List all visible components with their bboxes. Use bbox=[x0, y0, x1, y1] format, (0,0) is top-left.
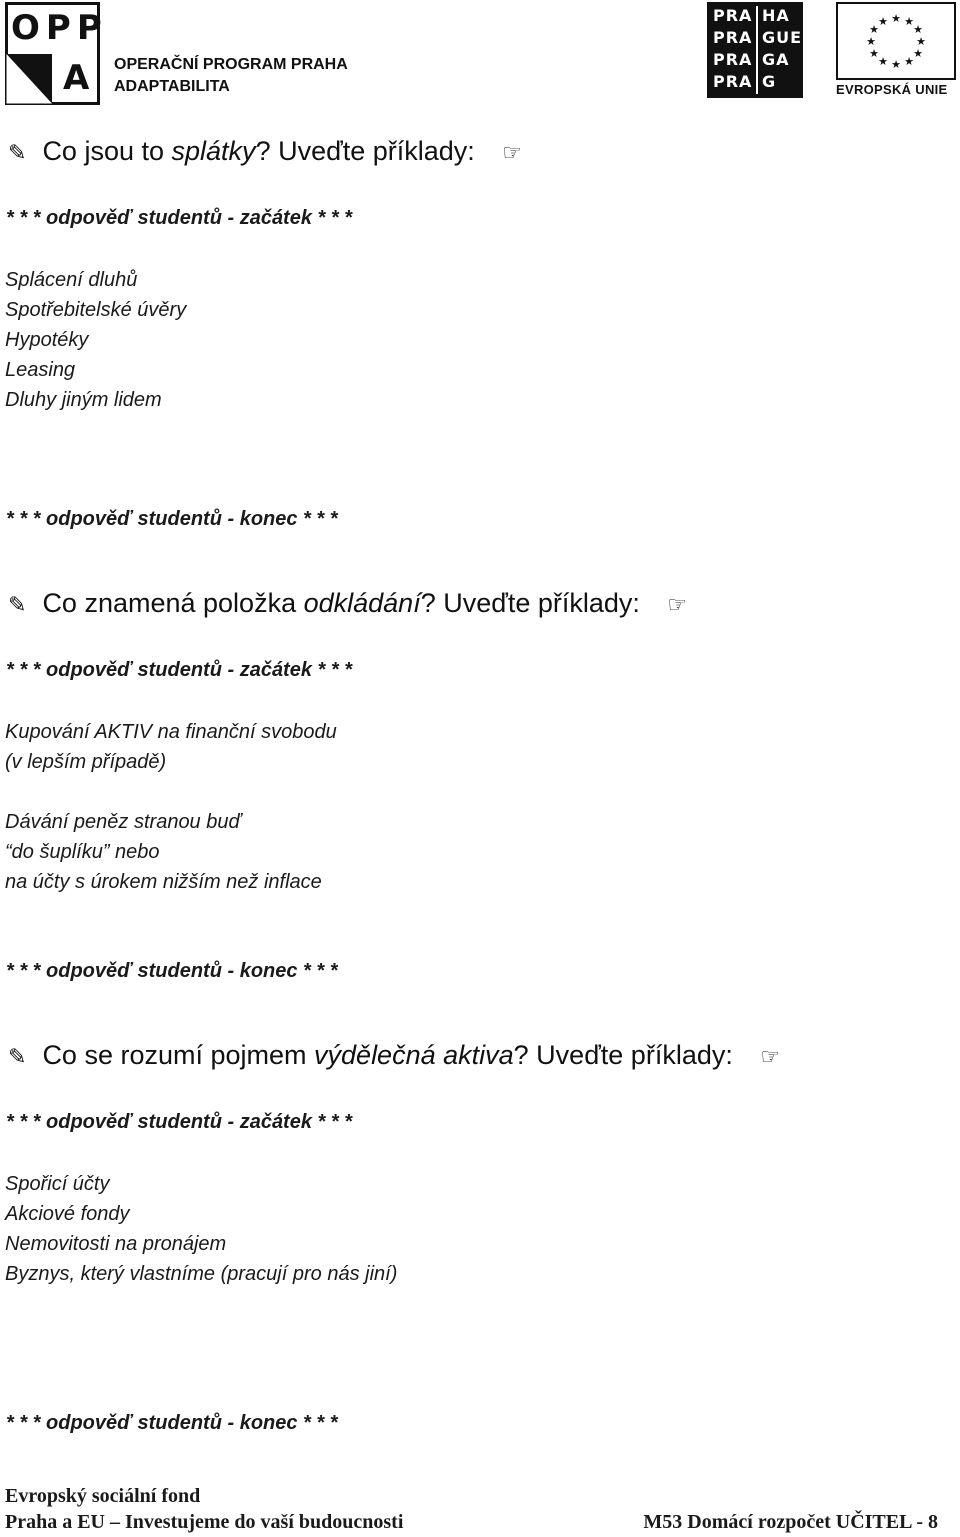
question-2 bbox=[8, 588, 687, 619]
praha-logo-right-1: HA bbox=[762, 6, 790, 25]
svg-text:★: ★ bbox=[869, 23, 879, 36]
svg-text:★: ★ bbox=[891, 12, 901, 25]
svg-text:★: ★ bbox=[913, 47, 923, 60]
opp-logo-letter-a: A bbox=[63, 58, 90, 98]
pencil-icon: ✎ bbox=[8, 1045, 27, 1070]
answer-1-item: Dluhy jiným lidem bbox=[5, 389, 162, 411]
svg-text:★: ★ bbox=[916, 35, 926, 48]
pointing-hand-icon: ☞ bbox=[502, 141, 523, 166]
answer-3-end-marker: * * * odpověď studentů - konec * * * bbox=[6, 1412, 338, 1434]
answer-3-item: Nemovitosti na pronájem bbox=[5, 1233, 227, 1255]
question-3 bbox=[8, 1040, 780, 1071]
opp-program-line1: OPERAČNÍ PROGRAM PRAHA bbox=[114, 56, 348, 73]
pencil-icon: ✎ bbox=[8, 593, 27, 618]
question-2-end: ? Uveďte příklady: bbox=[420, 588, 640, 618]
pointing-hand-icon: ☞ bbox=[760, 1045, 781, 1070]
svg-text:★: ★ bbox=[904, 55, 914, 68]
question-3-term: výdělečná aktiva bbox=[314, 1040, 514, 1070]
question-1-end: ? Uveďte příklady: bbox=[255, 136, 475, 166]
answer-1-item: Hypotéky bbox=[5, 329, 89, 351]
eu-logo bbox=[836, 2, 958, 97]
footer-page-label: M53 Domácí rozpočet UČITEL - 8 bbox=[643, 1511, 938, 1533]
answer-2-start-marker: * * * odpověď studentů - začátek * * * bbox=[6, 659, 352, 681]
answer-2-list bbox=[5, 717, 337, 897]
question-2-start: Co znamená položka bbox=[42, 588, 304, 618]
svg-text:★: ★ bbox=[913, 23, 923, 36]
praha-logo bbox=[707, 2, 803, 98]
answer-1-item: Splácení dluhů bbox=[5, 269, 138, 291]
answer-1-list bbox=[5, 265, 186, 415]
answer-3-list bbox=[5, 1169, 397, 1289]
answer-2-item: (v lepším případě) bbox=[5, 751, 167, 773]
opp-program-line2: ADAPTABILITA bbox=[114, 78, 230, 95]
question-2-term: odkládání bbox=[303, 588, 421, 618]
praha-logo-right-2: GUE bbox=[762, 28, 803, 47]
question-3-start: Co se rozumí pojmem bbox=[42, 1040, 315, 1070]
answer-2-item bbox=[5, 777, 337, 807]
praha-logo-left-4: PRA bbox=[713, 72, 753, 91]
svg-text:★: ★ bbox=[878, 55, 888, 68]
praha-logo-left-2: PRA bbox=[713, 28, 753, 47]
praha-logo-divider bbox=[756, 6, 758, 94]
answer-3-item: Byznys, který vlastníme (pracují pro nás jiní) bbox=[5, 1263, 398, 1285]
question-3-end: ? Uveďte příklady: bbox=[513, 1040, 733, 1070]
answer-1-item: Spotřebitelské úvěry bbox=[5, 299, 187, 321]
eu-label: EVROPSKÁ UNIE bbox=[836, 82, 948, 97]
svg-text:★: ★ bbox=[878, 15, 888, 28]
question-1-start: Co jsou to bbox=[42, 136, 172, 166]
footer-fund: Evropský sociální fond bbox=[5, 1485, 201, 1507]
answer-2-item: Kupování AKTIV na finanční svobodu bbox=[5, 721, 337, 743]
opp-logo bbox=[5, 2, 108, 105]
question-1-term: splátky bbox=[171, 136, 256, 166]
answer-1-start-marker: * * * odpověď studentů - začátek * * * bbox=[6, 207, 352, 229]
answer-3-item: Akciové fondy bbox=[5, 1203, 130, 1225]
praha-logo-left-3: PRA bbox=[713, 50, 753, 69]
eu-flag-icon bbox=[836, 2, 956, 80]
answer-3-item: Spořicí účty bbox=[5, 1173, 110, 1195]
svg-text:★: ★ bbox=[869, 47, 879, 60]
svg-text:★: ★ bbox=[904, 15, 914, 28]
answer-2-item: na účty s úrokem nižším než inflace bbox=[5, 871, 322, 893]
praha-logo-right-4: G bbox=[762, 72, 777, 91]
answer-3-start-marker: * * * odpověď studentů - začátek * * * bbox=[6, 1111, 352, 1133]
praha-logo-left-1: PRA bbox=[713, 6, 753, 25]
answer-1-item: Leasing bbox=[5, 359, 76, 381]
answer-2-end-marker: * * * odpověď studentů - konec * * * bbox=[6, 960, 338, 982]
svg-text:★: ★ bbox=[866, 35, 876, 48]
praha-logo-right-3: GA bbox=[762, 50, 790, 69]
eu-stars-icon bbox=[838, 4, 954, 78]
svg-text:★: ★ bbox=[891, 58, 901, 71]
answer-1-end-marker: * * * odpověď studentů - konec * * * bbox=[6, 508, 338, 530]
pencil-icon: ✎ bbox=[8, 141, 27, 166]
pointing-hand-icon: ☞ bbox=[667, 593, 688, 618]
footer-slogan: Praha a EU – Investujeme do vaší budoucnosti bbox=[5, 1511, 404, 1533]
opp-program-name bbox=[114, 54, 348, 98]
question-1 bbox=[8, 136, 522, 167]
opp-logo-letters: OPP bbox=[11, 8, 108, 48]
answer-2-item: Dávání peněz stranou buď bbox=[5, 811, 241, 833]
answer-2-item: “do šuplíku” nebo bbox=[5, 841, 160, 863]
